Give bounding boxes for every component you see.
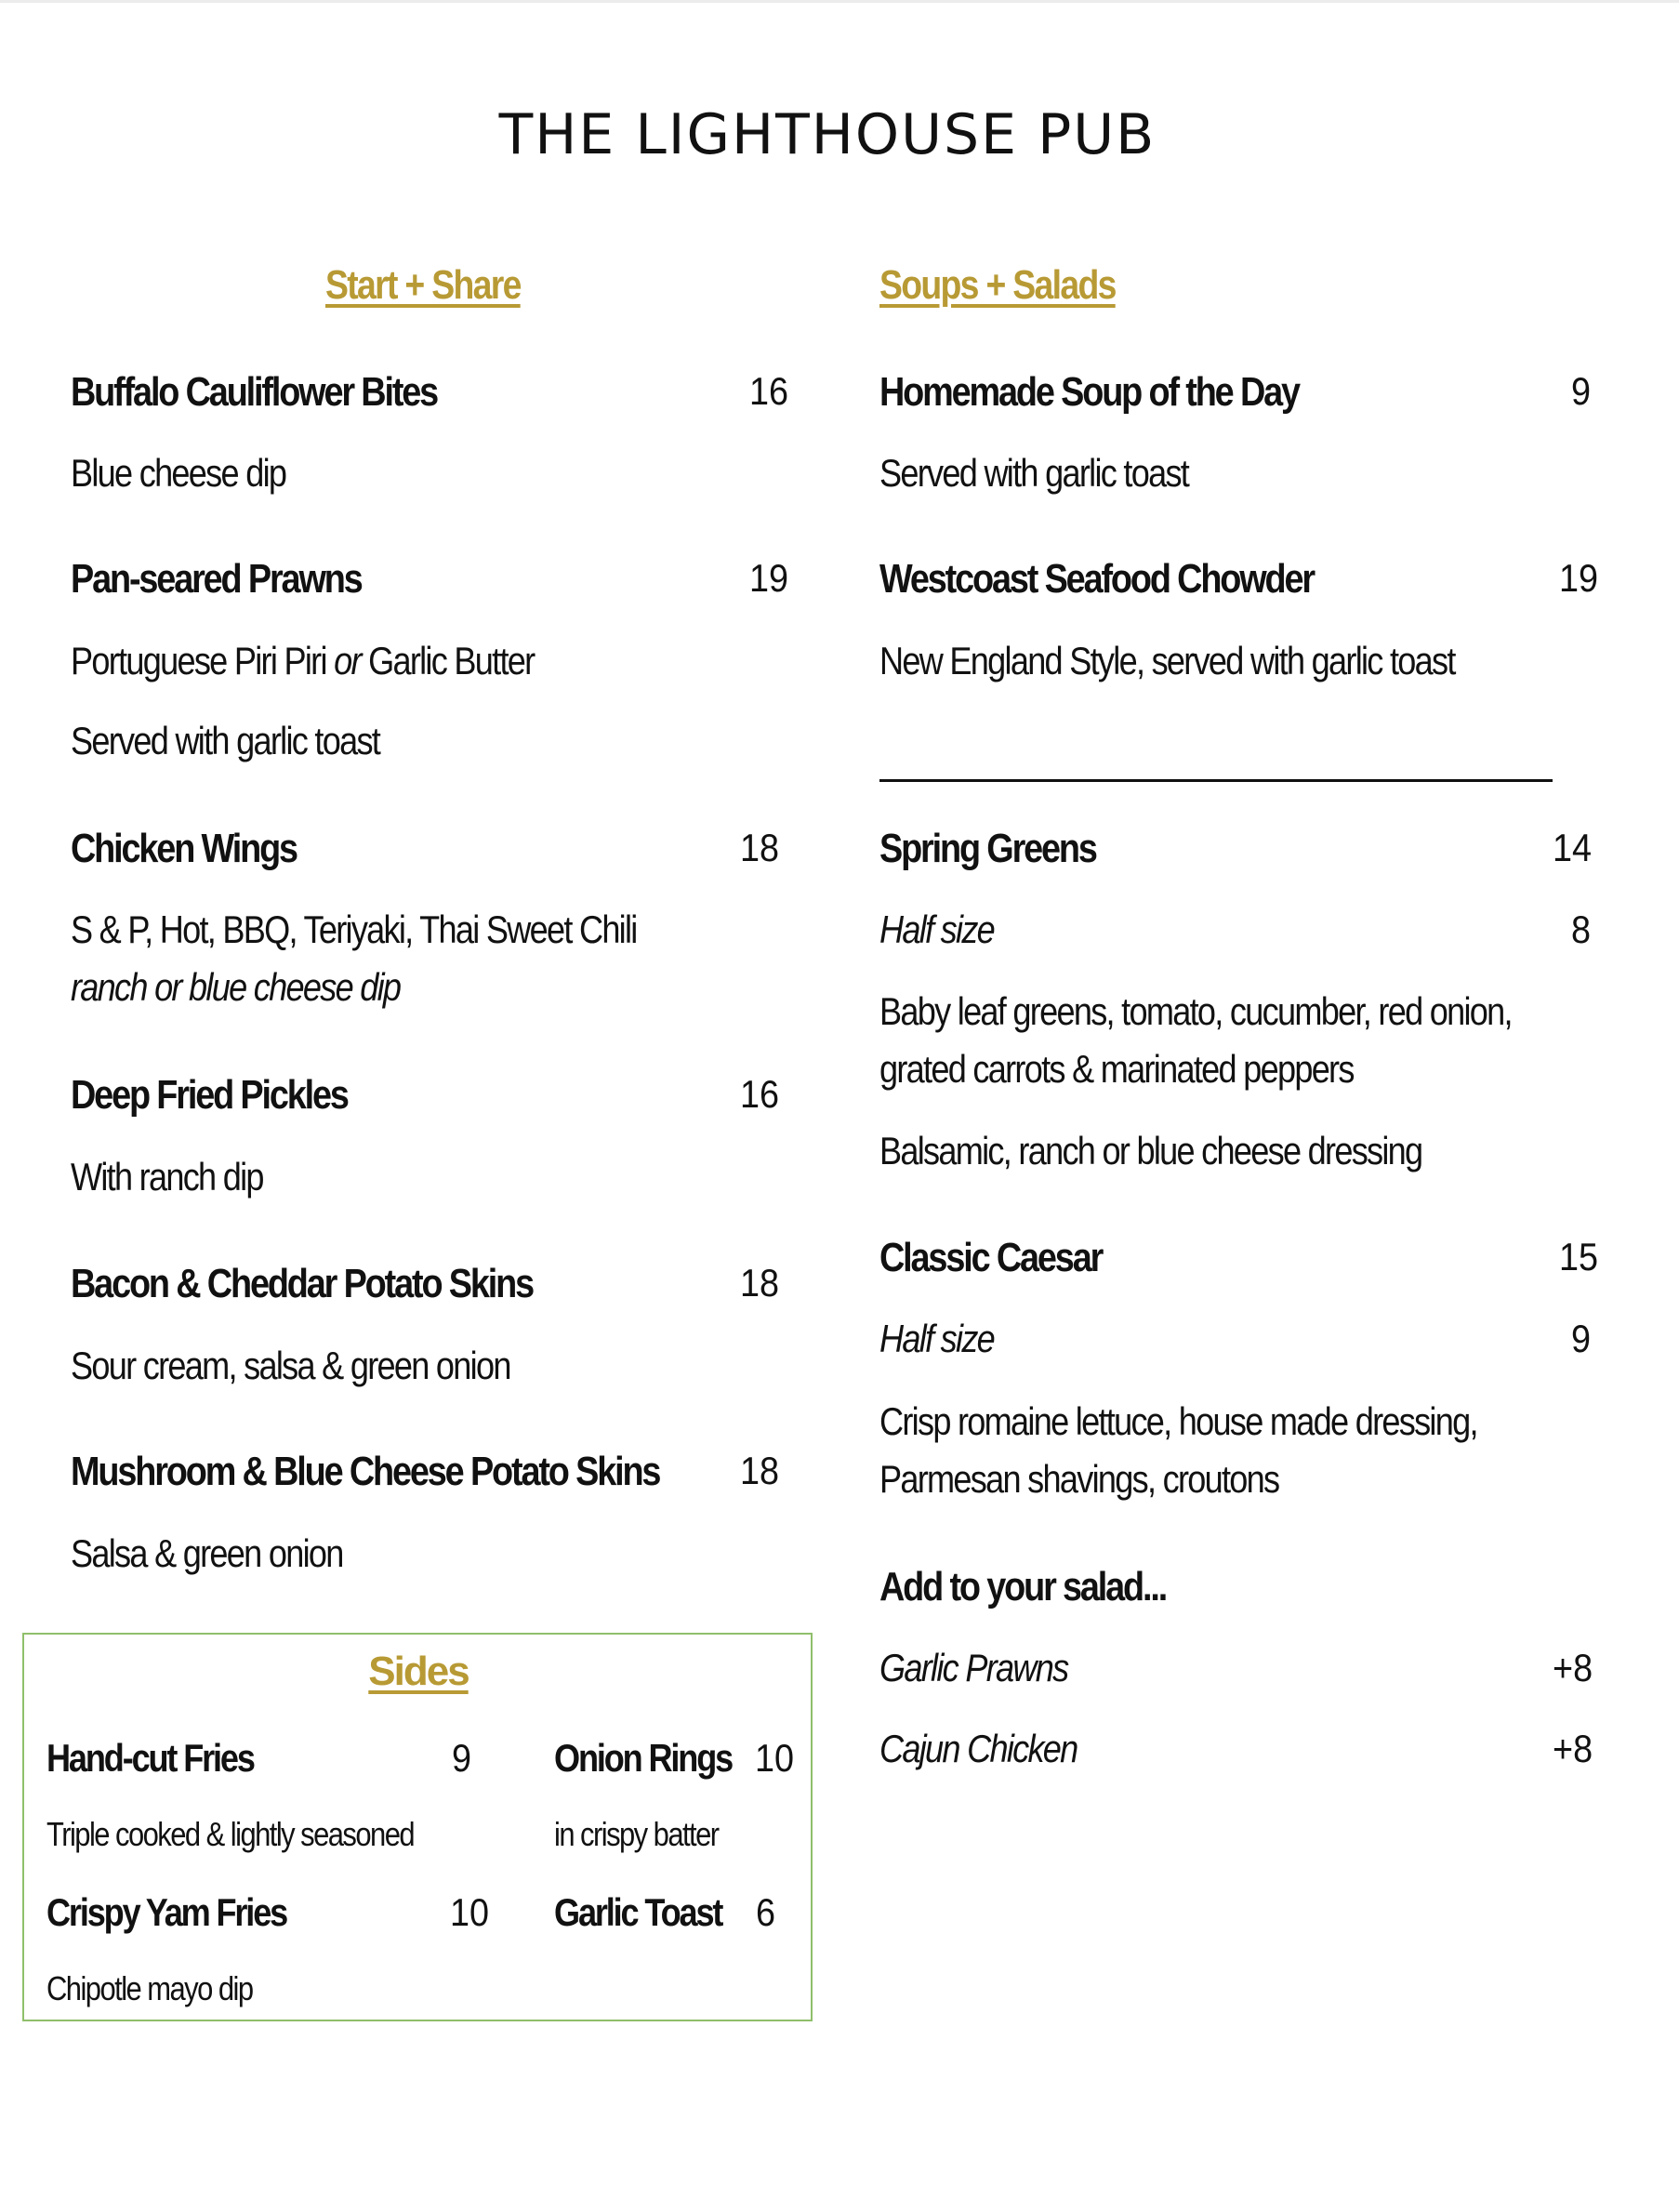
menu-item-name: Mushroom & Blue Cheese Potato Skins — [71, 1449, 660, 1494]
menu-item-name: Pan-seared Prawns — [71, 556, 362, 602]
side-item-desc: in crispy batter — [554, 1815, 719, 1853]
side-item-price: 9 — [452, 1736, 472, 1780]
side-item-name: Crispy Yam Fries — [46, 1890, 287, 1934]
menu-item-price: 9 — [1571, 369, 1592, 413]
menu-item-desc: Portuguese Piri Piri or Garlic Butter — [71, 639, 535, 682]
menu-item-desc: Served with garlic toast — [879, 451, 1189, 495]
menu-item-name: Bacon & Cheddar Potato Skins — [71, 1261, 533, 1306]
menu-item-desc: With ranch dip — [71, 1155, 263, 1199]
side-item-name: Hand-cut Fries — [46, 1736, 254, 1780]
menu-item-desc: Crisp romaine lettuce, house made dressing, — [879, 1399, 1477, 1443]
menu-item-desc: Balsamic, ranch or blue cheese dressing — [879, 1129, 1422, 1172]
addon-price: +8 — [1553, 1646, 1593, 1689]
menu-item-price: 19 — [749, 556, 789, 600]
menu-item-desc: New England Style, served with garlic toast — [879, 639, 1455, 682]
side-item-desc: Triple cooked & lightly seasoned — [46, 1815, 415, 1853]
add-to-salad-heading: Add to your salad... — [879, 1564, 1167, 1609]
section-divider — [879, 779, 1553, 782]
menu-item-desc: Sour cream, salsa & green onion — [71, 1344, 510, 1387]
menu-item-name: Deep Fried Pickles — [71, 1072, 348, 1118]
half-size-price: 8 — [1571, 907, 1592, 951]
menu-item-desc: ranch or blue cheese dip — [71, 965, 401, 1009]
menu-item-name: Spring Greens — [879, 826, 1096, 871]
side-item-name: Onion Rings — [554, 1736, 733, 1780]
menu-item-price: 18 — [740, 1261, 780, 1305]
menu-item-desc: Blue cheese dip — [71, 451, 286, 495]
menu-item-price: 16 — [749, 369, 789, 413]
menu-item-name: Buffalo Cauliflower Bites — [71, 369, 438, 415]
menu-item-desc: S & P, Hot, BBQ, Teriyaki, Thai Sweet Chili — [71, 907, 637, 951]
side-item-name: Garlic Toast — [554, 1890, 722, 1934]
menu-item-name: Chicken Wings — [71, 826, 297, 871]
menu-item-name: Westcoast Seafood Chowder — [879, 556, 1314, 602]
menu-item-desc: Salsa & green onion — [71, 1531, 343, 1575]
menu-item-price: 14 — [1553, 826, 1593, 869]
addon-name: Garlic Prawns — [879, 1646, 1068, 1689]
addon-price: +8 — [1553, 1727, 1593, 1770]
menu-item-price: 18 — [740, 826, 780, 869]
half-size-label: Half size — [879, 907, 995, 951]
half-size-label: Half size — [879, 1317, 995, 1360]
side-item-price: 10 — [755, 1736, 795, 1780]
menu-item-desc: Baby leaf greens, tomato, cucumber, red onion, — [879, 989, 1512, 1033]
soups-salads-heading: Soups + Salads — [879, 262, 1116, 308]
menu-item-desc: Parmesan shavings, croutons — [879, 1457, 1279, 1501]
half-size-price: 9 — [1571, 1317, 1592, 1360]
menu-item-name: Homemade Soup of the Day — [879, 369, 1299, 415]
top-border — [0, 0, 1679, 3]
menu-item-price: 16 — [740, 1072, 780, 1116]
menu-item-name: Classic Caesar — [879, 1235, 1103, 1280]
side-item-desc: Chipotle mayo dip — [46, 1969, 253, 2007]
menu-item-desc: Served with garlic toast — [71, 719, 380, 762]
side-item-price: 10 — [450, 1890, 490, 1934]
menu-item-price: 15 — [1559, 1235, 1599, 1278]
side-item-price: 6 — [756, 1890, 776, 1934]
menu-item-price: 19 — [1559, 556, 1599, 600]
addon-name: Cajun Chicken — [879, 1727, 1077, 1770]
menu-item-price: 18 — [740, 1449, 780, 1492]
page-title: THE LIGHTHOUSE PUB — [498, 102, 1157, 167]
start-share-heading: Start + Share — [325, 262, 521, 308]
sides-heading: Sides — [368, 1649, 469, 1694]
menu-item-desc: grated carrots & marinated peppers — [879, 1047, 1354, 1091]
